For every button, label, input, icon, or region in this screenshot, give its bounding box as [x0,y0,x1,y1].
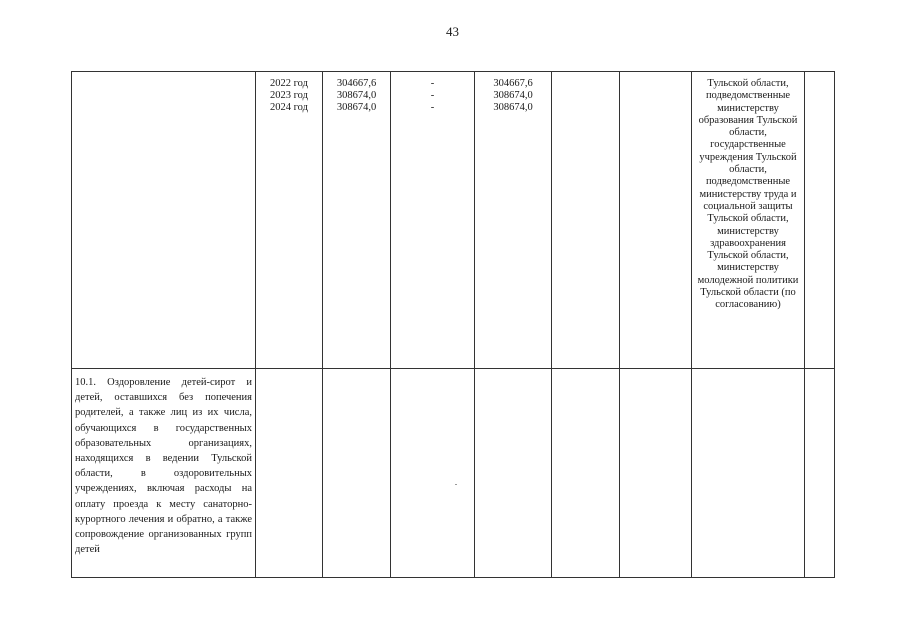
empty-cell [475,369,552,578]
executors-text: Тульской области, подведомственные министерству образования Тульской области, государственные учреждения Тульской области, подведомственные министерству труда и социальной защиты Тульской области, министерству здравоохранения Тульской области, министерству молодежной политики Тульской области (по согласованию) [697,78,799,311]
executors-cell [692,72,805,369]
regional-value: 304667,6 [493,78,533,89]
empty-cell [805,369,835,578]
federal-value: - [430,102,435,113]
total-value: 304667,6 [336,78,377,89]
table-row [72,72,835,369]
page-number: 43 [446,24,459,39]
regional-cell [475,72,552,369]
description-cell [72,72,256,369]
scan-speck [455,484,457,485]
empty-cell [256,369,323,578]
regional-value: 308674,0 [493,102,533,113]
total-value: 308674,0 [336,102,377,113]
federal-value: - [430,90,435,101]
measure-description: 10.1. Оздоровление детей-сирот и детей, оставшихся без попечения родителей, а также лиц из их числа, обучающихся в государственных образовательных организациях, находящихся в ведении Тульской области, в оздоровительных учреждениях, включая расходы на оплату проезда к месту санаторно-курортного лечения и обратно, а также сопровождение организованных групп детей [75,377,252,556]
empty-cell [391,369,475,578]
description-cell [72,369,256,578]
empty-cell [620,72,692,369]
empty-cell [552,369,620,578]
total-value: 308674,0 [336,90,377,101]
regional-value: 308674,0 [493,90,533,101]
table-row [72,369,835,578]
total-cell [323,72,391,369]
budget-table [71,71,835,578]
federal-value: - [430,78,435,89]
empty-cell [620,369,692,578]
year-label: 2024 год [270,102,308,113]
empty-cell [552,72,620,369]
empty-cell [805,72,835,369]
federal-cell [391,72,475,369]
empty-cell [692,369,805,578]
year-label: 2023 год [270,90,308,101]
year-label: 2022 год [270,78,308,89]
year-cell [256,72,323,369]
empty-cell [323,369,391,578]
